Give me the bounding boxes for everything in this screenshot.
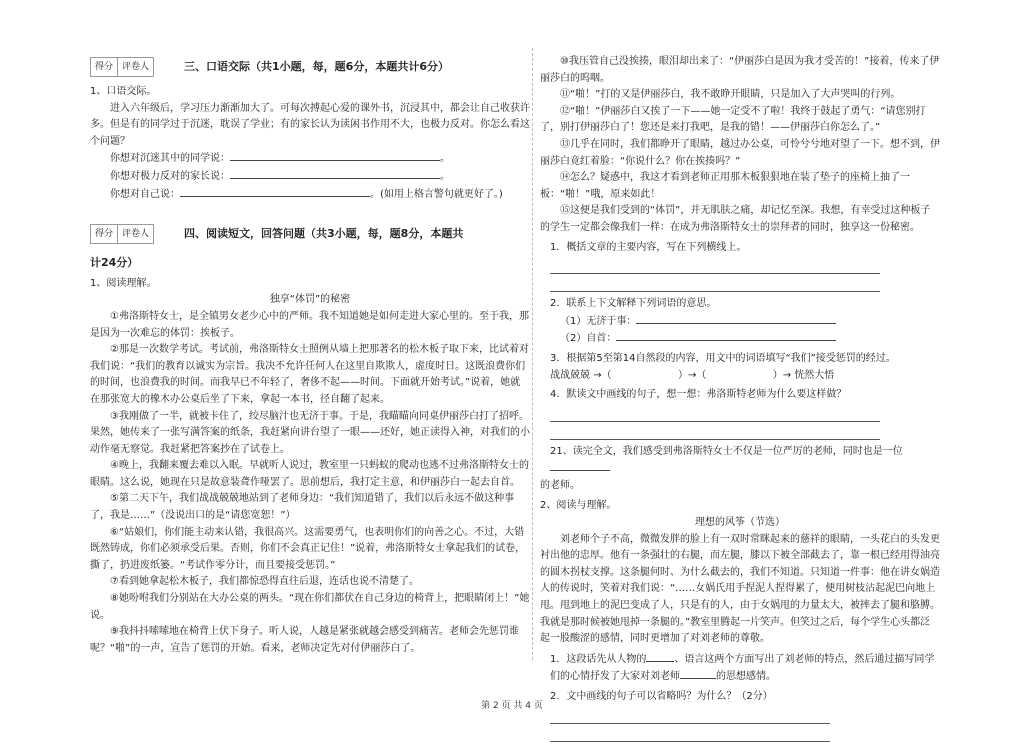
- answer-line[interactable]: [230, 150, 440, 161]
- chain-arrow: ）→: [772, 369, 792, 381]
- score-box: [90, 57, 154, 77]
- answer-line[interactable]: [636, 313, 836, 324]
- section3-question-label: 1、口语交际。: [90, 86, 157, 97]
- ask2-text: 你想对极力反对的家长说：: [110, 170, 230, 182]
- story-paragraph: ⑦看到她拿起松木板子，我们都惊恐得直往后退，连话也说不清楚了。: [110, 576, 419, 588]
- column-divider: [532, 48, 533, 660]
- reading2-question-1: [550, 651, 940, 686]
- section4-question-label: 1、阅读理解。: [90, 277, 157, 289]
- chain-end: 恍然大悟: [794, 369, 835, 381]
- answer-line[interactable]: [550, 426, 880, 440]
- answer-line[interactable]: [550, 408, 880, 422]
- story-paragraph: ⑭怎么？疑惑中，我这才看到老师正用那木板狠狠地在装了垫子的座椅上抽了一板：“啪！”哦，原来如此！: [540, 172, 910, 200]
- page-footer: 第 2 页 共 4 页: [481, 701, 543, 711]
- question-3-chain: [550, 368, 940, 385]
- reading2-label: 2、阅读与理解。: [540, 500, 617, 512]
- q2a-text: （1）无济于事：: [560, 315, 637, 327]
- answer-line[interactable]: [550, 260, 880, 274]
- story-paragraph: ③我刚做了一半，就被卡住了，绞尽脑汁也无济于事。于是，我瞄瞄向同桌伊丽莎白打了招呼。果然，她传来了一张写满答案的纸条，我赶紧向讲台望了一眼——还好，她正读得入神，对我们的小动作毫无察觉。我赶紧把答案抄在了试卷上。: [90, 410, 530, 455]
- story-paragraph: ②那是一次数学考试。考试前，弗洛斯特女士照例从墙上把那著名的松木板子取下来，比试着对我们说：“我们的教育以诚实为宗旨。我决不允许任何人在这里自欺欺人，虚度时日。这既浪费你们的时间，也浪费我的时间。而我早已不年轻了，奢侈不起——时间。下面就开始考试。”说着，她就在那张宽大的橡木办公桌后坐了下来，拿起一本书，径自翻了起来。: [90, 344, 529, 405]
- answer-line[interactable]: [550, 460, 610, 471]
- reading2-text: 刘老师个子不高，微微发胖的脸上有一双时常眯起来的慈祥的眼睛，一头花白的头发更衬出他的忠厚。他有一条强壮的右腿，而左腿，膝以下被全部截去了，靠一根已经用得油亮的圆木拐杖支撑。这条腿何时、为什么截去的，我们不知道。只知道一件事：他在讲女娲造人的传说时，笑着对我们说：“……女娲氏用手捏泥人捏得累了，便用树枝沾起泥巴向地上甩。甩到地上的泥巴变成了人，只是有的人，由于女娲甩的力量太大，被摔去了腿和胳膊。我就是那时候被她甩掉一条腿的。”教室里腾起一片笑声。但笑过之后，每个学生心头都泛起一股酸涩的感情，同时更增加了对刘老师的尊敬。: [540, 533, 940, 645]
- r2q1a-text: 1．这段话先从人物的: [550, 653, 647, 665]
- answer-line[interactable]: [550, 278, 880, 292]
- question-2b: [560, 330, 940, 348]
- ask1-text: 你想对沉迷其中的同学说：: [110, 153, 230, 165]
- answer-line[interactable]: [180, 186, 370, 197]
- story-paragraph: ⑥“姑娘们，你们能主动来认错，我很高兴。这需要勇气，也表明你们的向善之心。不过，大错既然铸成，你们必须承受后果。否则，你们不会真正记住！”说着，弗洛斯特女士拿起我们的试卷，撕了，扔进废纸篓。“考试作零分计，而且要接受惩罚。”: [90, 526, 526, 571]
- chain-arrow: ）→（: [677, 369, 707, 381]
- story-paragraph: ⑩我压管自己没挨揍，眼泪却出来了：“伊丽莎白是因为我才受苦的！”接着，传来了伊丽莎白的呜咽。: [540, 56, 940, 84]
- question-3: 3．根据第5至第14自然段的内容，用文中的词语填写“我们”接受惩罚的经过。: [550, 352, 896, 364]
- story-paragraph: ⑫“啪！”伊丽莎白又挨了一下——她一定受不了啦！我终于鼓起了勇气：“请您别打了，别打伊丽莎白了！您还是来打我吧，是我的错！——伊丽莎白你怎么了。”: [540, 105, 926, 134]
- reading2-title: 理想的风筝（节选）: [695, 517, 785, 529]
- question-21-tail: 的老师。: [540, 479, 580, 491]
- answer-line[interactable]: [550, 710, 830, 724]
- r2q1b-text: 、语言这两个方面写出了刘老师的特点，然后通过描写同学们的心情抒发了大家对刘老师: [550, 653, 935, 683]
- ask3-note: 。(如用上格言警句就更好了。): [370, 188, 503, 200]
- section3-header: [90, 52, 530, 82]
- score-label: 得分: [91, 225, 118, 243]
- section3-intro: 进入六年级后，学习压力渐渐加大了。可每次搏起心爱的课外书，沉浸其中，都会让自己收获许多。但是有的同学过于沉迷，耽误了学业；有的家长认为读闲书作用不大，也极力反对。你怎么看这个问题？: [90, 102, 530, 147]
- score-label: 得分: [91, 58, 118, 76]
- answer-line[interactable]: [550, 728, 830, 742]
- section3-ask2: 你想对极力反对的家长说： 。: [110, 168, 530, 186]
- grader-label: 评卷人: [122, 229, 150, 240]
- section4-header: [90, 219, 530, 249]
- q21-text: 21、读完全文，我们感受到弗洛斯特女士不仅是一位严厉的老师，同时也是一位: [550, 445, 903, 457]
- story-paragraph: ⑧她吩咐我们分别站在大办公桌的两头。“现在你们都伏在自己身边的椅背上，把眼睛闭上！”她说。: [90, 593, 530, 621]
- section4-title: 四、阅读短文，回答问题（共3小题，每，题8分，本题共: [184, 226, 464, 240]
- ask3-text: 你想对自己说：: [110, 188, 180, 200]
- answer-line[interactable]: [680, 668, 716, 679]
- section4-title-tail: 计24分）: [90, 256, 139, 270]
- section3-title: 三、口语交际（共1小题，每，题6分，本题共计6分）: [184, 59, 449, 73]
- question-1: 1．概括文章的主要内容，写在下列横线上。: [550, 241, 747, 253]
- story-paragraph: ⑤第二天下午，我们战战兢兢地站到了老师身边：“我们知道错了，我们以后永远不做这种事了，我是……”（没说出口的是“请您宽恕！”）: [90, 493, 515, 522]
- story-paragraph: ④晚上，我翻来覆去难以入眠。早就听人说过，教室里一只蚂蚁的爬动也逃不过弗洛斯特女士的眼睛。这么说，她现在只是故意装聋作哑罢了。思前想后，我打定主意，和伊丽莎白一起去自首。: [90, 460, 529, 488]
- question-21: [550, 444, 940, 478]
- question-4: 4．默读文中画线的句子，想一想：弗洛斯特老师为什么要这样做？: [550, 389, 847, 401]
- score-box: [90, 224, 154, 244]
- grader-label: 评卷人: [122, 62, 150, 72]
- story-paragraph: ⑨我抖抖嗦嗦地在椅背上伏下身子。听人说，人越是紧张就越会感受到痛苦。老师会先惩罚谁呢？“啪”的一声，宣告了惩罚的开始。看来，老师决定先对付伊丽莎白了。: [90, 626, 519, 654]
- story-paragraph: ⑪“啪！”打的又是伊丽莎白，我不敢睁开眼睛，只是加入了大声哭叫的行列。: [560, 89, 901, 101]
- story-paragraph: ①弗洛斯特女士，是全镇男女老少心中的严师。我不知道她是如何走进大家心里的。至于我，那是因为一次难忘的体罚：挨板子。: [90, 310, 529, 339]
- answer-line[interactable]: [646, 651, 674, 662]
- chain-start: 战战兢兢: [550, 369, 590, 381]
- question-2a: [560, 313, 940, 331]
- answer-line[interactable]: [230, 168, 440, 179]
- story-paragraph: ⑬几乎在同时，我们都睁开了眼睛，越过办公桌，可怜兮兮地对望了一下。想不到，伊丽莎白竟红着脸：“你说什么？你在挨揍吗？”: [540, 138, 940, 167]
- section3-ask3: [110, 186, 530, 204]
- chain-arrow: →（: [593, 369, 612, 381]
- story-title: 独享“体罚”的秘密: [269, 294, 351, 306]
- answer-line[interactable]: [616, 330, 836, 341]
- left-column: [90, 40, 530, 657]
- section3-ask1: 你想对沉迷其中的同学说： 。: [110, 150, 530, 168]
- question-2: 2．联系上下文解释下列词语的意思。: [550, 298, 717, 310]
- story-paragraph: ⑮这便是我们受到的“体罚”，并无肌肤之痛，却记忆至深。我想，有幸受过这种板子的学生一定都会像我们一样：在成为弗洛斯特女士的崇拜者的同时，独享这一份秘密。: [540, 205, 931, 233]
- reading2-question-2: 2．文中画线的句子可以省略吗？为什么？（2分）: [550, 691, 773, 702]
- right-column: [540, 54, 940, 746]
- q2b-text: （2）自首：: [560, 333, 617, 345]
- story-body: [90, 309, 530, 657]
- r2q1c-text: 的思想感情。: [716, 671, 776, 683]
